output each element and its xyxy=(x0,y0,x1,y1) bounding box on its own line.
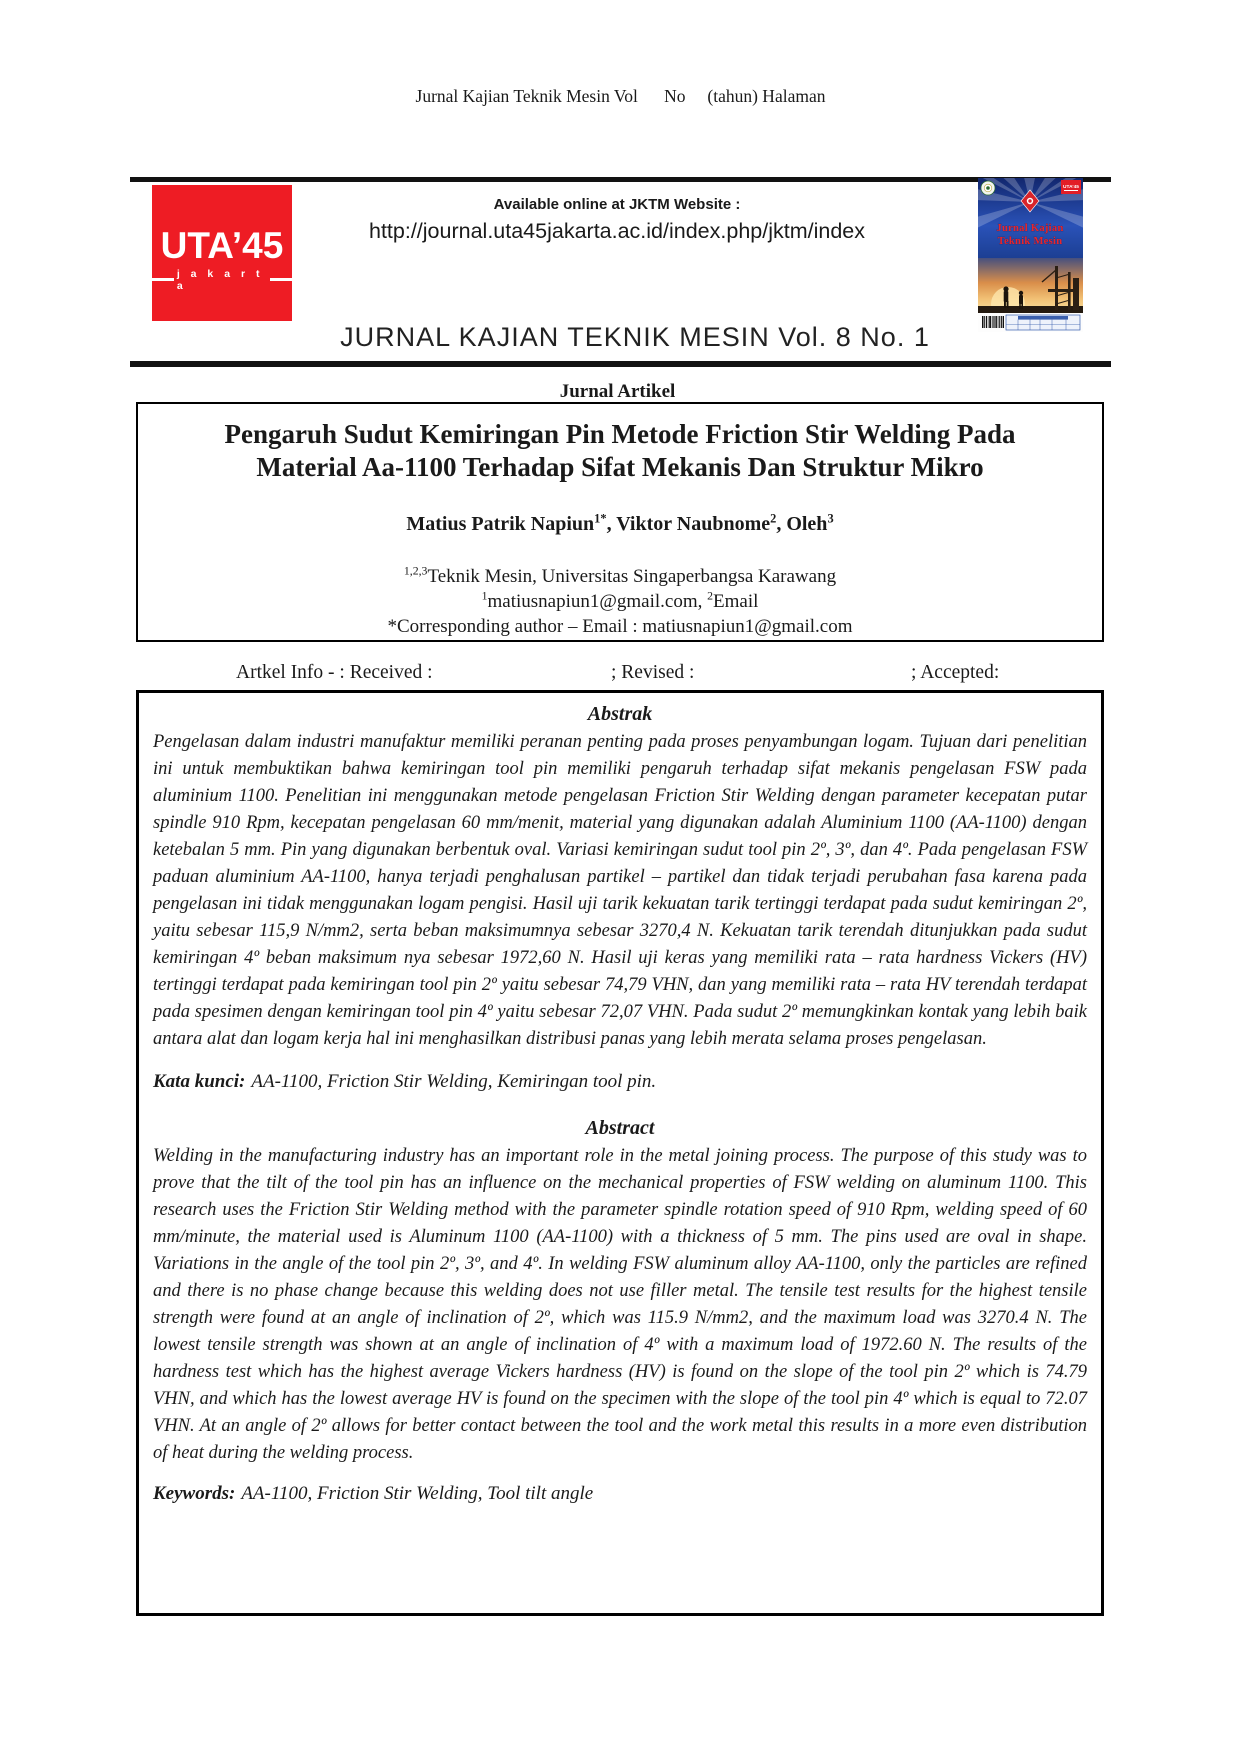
affiliation-sup: 1,2,3 xyxy=(403,564,428,578)
email-2: Email xyxy=(713,591,759,612)
oil-rig-photo xyxy=(978,258,1083,321)
corresponding-author-line: *Corresponding author – Email : matiusnapiun1@gmail.com xyxy=(387,616,853,637)
cover-title-line2: Teknik Mesin xyxy=(997,236,1063,247)
received-label: Artkel Info - : Received : xyxy=(236,662,433,683)
affiliation-block xyxy=(138,564,1102,639)
accepted-label: ; Accepted: xyxy=(911,662,1000,683)
email-2-sup: 2 xyxy=(707,589,713,603)
author-2: , Viktor Naubnome xyxy=(606,513,771,535)
kata-kunci-value: AA-1100, Friction Stir Welding, Kemiringan tool pin. xyxy=(251,1071,657,1092)
divider-top xyxy=(130,177,1111,182)
email-1: matiusnapiun1@gmail.com, xyxy=(487,591,708,612)
uta45-cover-badge-text: UTA’45 xyxy=(1063,185,1079,190)
article-title-line1: Pengaruh Sudut Kemiringan Pin Metode Friction Stir Welding Pada xyxy=(224,419,1016,449)
article-type-label: Jurnal Artikel xyxy=(559,381,676,402)
article-title-line2: Material Aa-1100 Terhadap Sifat Mekanis Dan Struktur Mikro xyxy=(256,452,984,482)
journal-volume-heading: JURNAL KAJIAN TEKNIK MESIN Vol. 8 No. 1 xyxy=(340,322,930,352)
affiliation-line xyxy=(138,564,1102,589)
journal-url-link[interactable]: http://journal.uta45jakarta.ac.id/index.php/jktm/index xyxy=(369,219,865,243)
author-2-sup: 2 xyxy=(770,511,777,526)
uta45-logo xyxy=(152,185,292,321)
logo-dash-left-icon xyxy=(152,278,174,281)
divider-mid xyxy=(130,361,1111,367)
article-title xyxy=(138,418,1102,484)
author-3: , Oleh xyxy=(776,513,828,535)
kata-kunci-line xyxy=(153,1069,1087,1095)
authors-line xyxy=(138,512,1102,536)
author-1-sup: 1* xyxy=(594,511,607,526)
affiliation-text: Teknik Mesin, Universitas Singaperbangsa Karawang xyxy=(427,566,837,587)
available-online-label: Available online at JKTM Website : xyxy=(493,196,741,213)
journal-cover-thumbnail xyxy=(978,178,1083,332)
email-1-sup: 1 xyxy=(481,589,488,603)
abstract-box xyxy=(136,690,1104,1616)
keywords-value: AA-1100, Friction Stir Welding, Tool tilt angle xyxy=(241,1483,594,1504)
title-box xyxy=(136,402,1104,642)
uta45-logo-subtext xyxy=(152,268,292,292)
keywords-label: Keywords: xyxy=(153,1483,236,1504)
uta45-logo-city: j a k a r t a xyxy=(176,267,264,292)
article-info-line xyxy=(130,660,1111,686)
university-crest-icon xyxy=(981,181,995,195)
emails-line xyxy=(138,589,1102,614)
author-1: Matius Patrik Napiun xyxy=(406,513,595,535)
abstrak-text: Pengelasan dalam industri manufaktur memiliki peranan penting pada proses penyambungan logam. Tujuan dari penelitian ini untuk membuktikan bahwa kemiringan tool pin memiliki pengaruh terhadap sifat mekanis pengelasan FSW pada aluminium 1100. Penelitian ini menggunakan metode pengelasan Friction Stir Welding dengan parameter kecepatan putar spindle 910 Rpm, kecepatan pengelasan 60 mm/menit, material yang digunakan adalah Aluminium 1100 (AA-1100) dengan ketebalan 5 mm. Pin yang digunakan berbentuk oval. Variasi kemiringan sudut tool pin 2º, 3º, dan 4º. Pada pengelasan FSW paduan aluminium AA-1100, hanya terjadi penghalusan partikel – partikel dan tidak terjadi perubahan fasa karena pada pengelasan ini tidak menggunakan logam pengisi. Hasil uji tarik kekuatan tarik tertinggi terdapat pada sudut kemiringan 2º, yaitu sebesar 115,9 N/mm2, serta beban maksimumnya sebesar 3270,4 N. Kekuatan tarik terendah ditunjukkan pada sudut kemiringan 4º beban maksimum nya sebesar 1972,60 N. Hasil uji keras yang memiliki rata – rata hardness Vickers (HV) tertinggi terdapat pada kemiringan tool pin 2º yaitu sebesar 74,79 VHN, dan yang memiliki rata – rata HV terendah terdapat pada spesimen dengan kemiringan tool pin 4º yaitu sebesar 72,07 VHN. Pada sudut 2º memungkinkan kontak yang lebih baik antara alat dan logam kerja hal ini menghasilkan distribusi panas yang lebih merata selama proses pengelasan. xyxy=(153,732,1087,1049)
running-header: Jurnal Kajian Teknik Mesin Vol No (tahun) Halaman xyxy=(415,86,826,106)
uta45-logo-text: UTA’45 xyxy=(160,224,284,266)
uta45-cover-badge xyxy=(1061,180,1081,194)
keywords-line xyxy=(153,1481,1087,1507)
logo-dash-right-icon xyxy=(270,278,292,281)
author-3-sup: 3 xyxy=(827,511,834,526)
abstract-heading: Abstract xyxy=(585,1117,655,1139)
revised-label: ; Revised : xyxy=(611,662,695,683)
abstrak-heading: Abstrak xyxy=(587,703,653,725)
cover-title-line1: Jurnal Kajian xyxy=(996,223,1064,234)
abstract-text: Welding in the manufacturing industry has an important role in the metal joining process. The purpose of this study was to prove that the tilt of the tool pin has an influence on the mechanical properties of FSW welding on aluminum 1100. This research uses the Friction Stir Welding method with the parameter spindle rotation speed of 910 Rpm, welding speed of 60 mm/minute, the material used is Aluminum 1100 (AA-1100) with a thickness of 5 mm. The pins used are oval in shape. Variations in the angle of the tool pin 2º, 3º, and 4º. In welding FSW aluminum alloy AA-1100, only the particles are refined and there is no phase change because this welding does not use filler metal. The tensile test results for the highest tensile strength were found at an angle of inclination of 2º, which was 115.9 N/mm2, and the maximum load was 3270.4 N. The lowest tensile strength was shown at an angle of inclination of 4º with a maximum load of 1972.60 N. The results of the hardness test which has the highest average Vickers hardness (HV) is found on the slope of the tool pin 2º which is 74.79 VHN, and which has the lowest average HV is found on the specimen with the slope of the tool pin 4º which is equal to 72.07 VHN. At an angle of 2º allows for better contact between the tool and the work metal this results in a more even distribution of heat during the welding process. xyxy=(153,1146,1087,1463)
masthead-center xyxy=(292,196,942,244)
journal-cover-art xyxy=(978,178,1083,332)
kata-kunci-label: Kata kunci: xyxy=(153,1071,246,1092)
